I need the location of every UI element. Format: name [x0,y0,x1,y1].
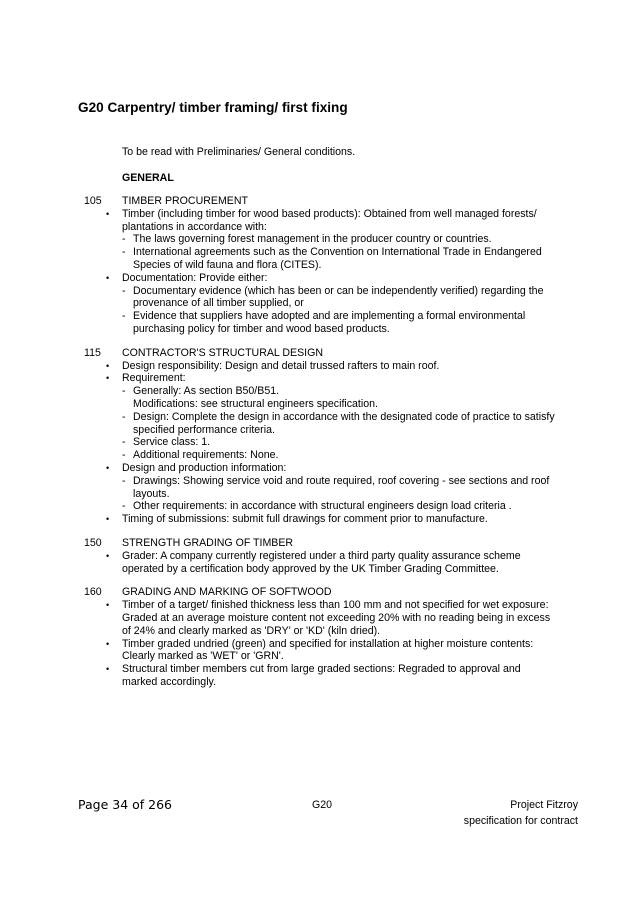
bullet-text: Timber (including timber for wood based products): Obtained from well managed forests/ plantations in accordance with: [122,207,537,233]
bullet-text: Grader: A company currently registered under a third party quality assurance scheme operated by a certification body approved by the UK Timber Grading Committee. [122,549,521,575]
bullet-text: Timber graded undried (green) and specified for installation at higher moisture contents: Clearly marked as 'WET' or 'GRN'. [122,637,534,663]
document-title: G20 Carpentry/ timber framing/ first fixing [78,100,348,115]
sub-item [0,475,638,501]
clause-115 [0,347,638,526]
clause-heading: CONTRACTOR'S STRUCTURAL DESIGN [122,346,323,359]
sub-item-text: Other requirements: in accordance with structural engineers design load criteria . [133,500,512,513]
footer-section-code: G20 [312,799,333,811]
bullet-item [0,663,638,689]
bullet-marker: • [106,664,110,675]
bullet-item [0,550,638,576]
bullet-marker: • [106,208,110,219]
bullet-text: Documentation: Provide either: [122,271,268,284]
clause-number: 105 [84,195,102,207]
footer-page-number: Page 34 of 266 [78,797,172,812]
clause-number: 115 [84,346,101,359]
sub-item-text: Drawings: Showing service void and route required, roof covering - see sections and roof layouts. [133,474,550,500]
sub-item [0,411,638,437]
sub-item-text: Generally: As section B50/B51. [133,385,280,398]
sub-item-continuation: Modifications: see structural engineers specification. [133,397,378,410]
clause-heading: TIMBER PROCUREMENT [122,195,248,207]
dash-marker: - [122,246,126,259]
footer-project-note: specification for contract [463,815,578,827]
sub-item-text: Service class: 1. [133,436,211,449]
footer-project-name: Project Fitzroy [510,799,578,811]
bullet-text: Requirement: [122,372,186,385]
bullet-item [0,272,638,285]
dash-marker: - [122,410,126,423]
bullet-marker: • [106,600,110,611]
bullet-marker: • [106,360,110,371]
dash-marker: - [122,310,126,323]
sub-item-text: Design: Complete the design in accordance with the designated code of practice to satisfy specified performance criteria. [133,410,555,436]
sub-item [0,385,638,398]
footer-project [464,797,578,829]
bullet-item [0,360,638,373]
bullet-marker: • [106,272,110,283]
sub-item-text: Evidence that suppliers have adopted and are implementing a formal environmental purchasing policy for timber and wood based products. [133,310,526,335]
intro-text: To be read with Preliminaries/ General conditions. [122,146,356,158]
bullet-marker: • [106,638,110,649]
dash-marker: - [122,385,126,398]
sub-item [0,449,638,462]
bullet-text: Timing of submissions: submit full drawings for comment prior to manufacture. [122,513,488,526]
sub-item-text: The laws governing forest management in the producer country or countries. [133,233,492,246]
clause-105 [0,195,638,336]
bullet-marker: • [106,514,110,525]
dash-marker: - [122,233,126,246]
clause-number: 160 [84,586,102,599]
bullet-item [0,599,638,637]
sub-item-text: International agreements such as the Convention on International Trade in Endangered Species of wild fauna and flora (CITES). [133,246,542,271]
sub-item [0,246,638,272]
clause-150 [0,537,638,575]
sub-item [0,233,638,246]
general-heading: GENERAL [122,172,174,184]
dash-marker: - [122,284,126,297]
dash-marker: - [122,500,126,513]
dash-marker: - [122,474,126,487]
bullet-item [0,638,638,664]
sub-item [0,310,638,336]
bullet-item [0,208,638,234]
bullet-item [0,513,638,526]
sub-item [0,285,638,311]
clauses-list [0,195,638,700]
dash-marker: - [122,436,126,449]
sub-item [0,436,638,449]
dash-marker: - [122,449,126,462]
bullet-text: Design and production information: [122,461,287,474]
bullet-item [0,462,638,475]
bullet-item [0,372,638,385]
clause-heading: GRADING AND MARKING OF SOFTWOOD [122,586,332,599]
bullet-marker: • [106,550,110,561]
bullet-text: Timber of a target/ finished thickness less than 100 mm and not specified for wet exposure: Graded at an average moisture content not exceeding 20% with no reading being in excess of 24% and clearly marked as 'DRY' or 'KD' (kiln dried). [122,599,551,637]
bullet-text: Structural timber members cut from large graded sections: Regraded to approval and marked accordingly. [122,663,521,688]
sub-item [0,500,638,513]
sub-item-text: Additional requirements: None. [133,449,279,462]
bullet-marker: • [106,373,110,384]
bullet-text: Design responsibility: Design and detail trussed rafters to main roof. [122,359,440,372]
sub-item-text: Documentary evidence (which has been or can be independently verified) regarding the provenance of all timber supplied, or [133,284,544,310]
clause-160 [0,586,638,688]
bullet-marker: • [106,462,110,473]
clause-heading: STRENGTH GRADING OF TIMBER [122,536,294,549]
clause-number: 150 [84,536,102,549]
